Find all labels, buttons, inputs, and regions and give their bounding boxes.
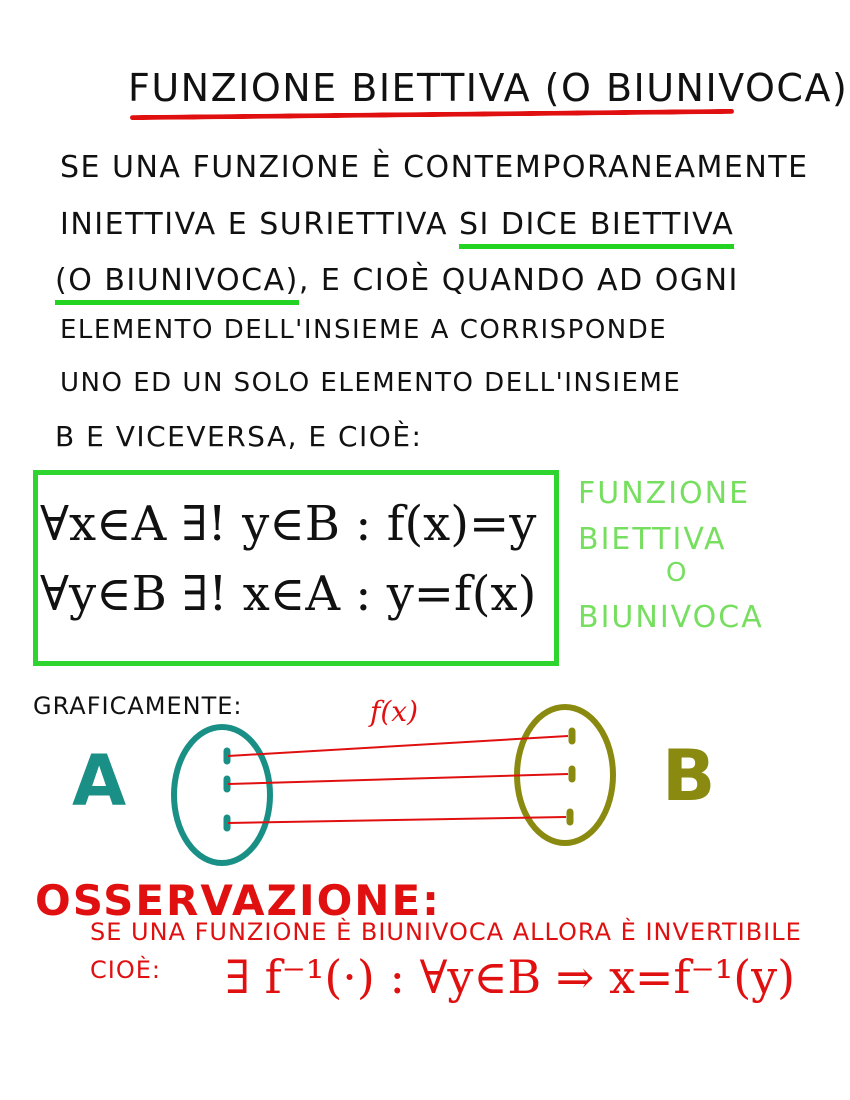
graph-label: GRAFICAMENTE:	[33, 692, 243, 720]
side-note-line-3: O	[666, 558, 689, 588]
observation-formula: ∃ f⁻¹(·) : ∀y∈B ⇒ x=f⁻¹(y)	[225, 950, 796, 1004]
page-title: FUNZIONE BIETTIVA (O BIUNIVOCA)	[128, 66, 849, 110]
intro-line-4: ELEMENTO DELL'INSIEME A CORRISPONDE	[60, 315, 668, 345]
side-note-line-1: FUNZIONE	[578, 476, 751, 511]
intro-line-5: UNO ED UN SOLO ELEMENTO DELL'INSIEME	[60, 368, 682, 398]
function-label: f(x)	[370, 695, 419, 728]
intro-line-2-text: INIETTIVA E SURIETTIVA	[60, 207, 459, 242]
observation-title: OSSERVAZIONE:	[35, 876, 441, 925]
set-a-ellipse	[174, 727, 270, 863]
intro-highlight-biunivoca: (O BIUNIVOCA)	[55, 263, 299, 305]
side-note-line-4: BIUNIVOCA	[578, 600, 764, 635]
observation-cioe: CIOÈ:	[90, 956, 161, 984]
side-note-line-2: BIETTIVA	[578, 522, 727, 557]
observation-text: SE UNA FUNZIONE È BIUNIVOCA ALLORA È INVERTIBILE	[90, 918, 802, 946]
formula-row-2: ∀y∈B ∃! x∈A : y=f(x)	[40, 566, 537, 622]
intro-line-3-text: , E CIOÈ QUANDO AD OGNI	[298, 263, 739, 298]
intro-highlight-biettiva: SI DICE BIETTIVA	[459, 207, 734, 249]
intro-line-6: B E VICEVERSA, E CIOÈ:	[55, 420, 423, 453]
set-a-label: A	[72, 740, 127, 822]
formula-row-1: ∀x∈A ∃! y∈B : f(x)=y	[40, 496, 537, 552]
mapping-line-3	[228, 817, 566, 823]
set-b-label: B	[662, 735, 716, 817]
intro-line-1: SE UNA FUNZIONE È CONTEMPORANEAMENTE	[60, 150, 809, 185]
